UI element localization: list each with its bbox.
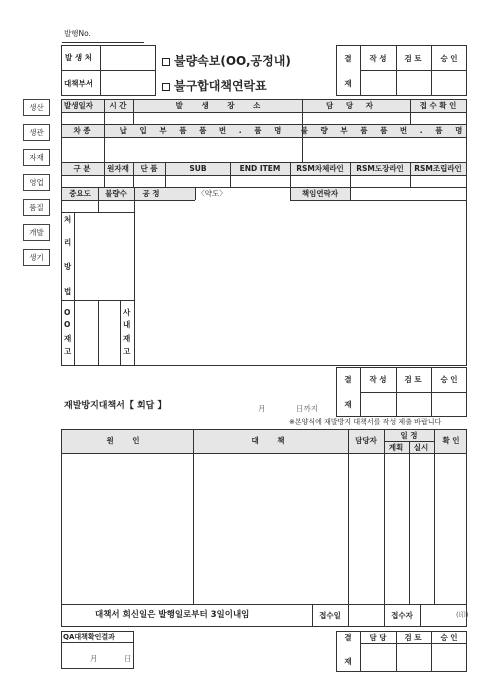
side-item-sales[interactable]: 영업 (23, 174, 50, 191)
reply-manager-field[interactable] (349, 454, 383, 603)
col-end-item: END ITEM (239, 164, 281, 173)
approval-sign-approve[interactable] (432, 644, 466, 671)
col-receipt-confirm: 접 수 확 인 (419, 101, 457, 110)
approval-label-bottom: 재 (344, 79, 352, 88)
col-reply-manager: 담당자 (355, 436, 377, 445)
defect-qty-field[interactable] (99, 201, 133, 211)
occurrence-date-field[interactable] (62, 113, 103, 123)
issuer-field[interactable] (101, 46, 155, 69)
approval-col-review: 검 토 (404, 633, 422, 642)
receiver-field[interactable] (421, 605, 455, 626)
receipt-confirm-field[interactable] (411, 113, 466, 123)
col-actual: 실시 (413, 443, 429, 452)
col-occurrence-place: 발 생 장 소 (175, 101, 269, 110)
oo-stock-field[interactable] (75, 301, 97, 365)
col-process: 공 정 (142, 189, 160, 198)
col-defect-qty: 불량수 (105, 189, 127, 198)
col-rsm-paint-line: RSM도장라인 (356, 164, 404, 173)
approval-col-approve: 승 인 (440, 633, 458, 642)
approval-sign-review[interactable] (397, 644, 430, 671)
issuer-label: 발 생 처 (65, 53, 92, 62)
approval-sign-review[interactable] (397, 393, 430, 416)
checkbox-icon[interactable] (162, 83, 170, 91)
col-responsible-contact: 책임연락자 (301, 189, 339, 198)
responsible-contact-field[interactable] (351, 188, 466, 199)
time-field[interactable] (105, 113, 132, 123)
approval-sign-approve[interactable] (432, 393, 466, 416)
option-nonconformity-notice[interactable]: 불구합대책연락표 (162, 77, 267, 94)
occurrence-place-field[interactable] (134, 113, 301, 123)
approval-sign-write[interactable] (361, 71, 395, 95)
measure-field[interactable] (194, 454, 347, 603)
col-single-part: 단 품 (140, 164, 158, 173)
col-category: 구 분 (73, 164, 91, 173)
in-house-stock-label: 사 내 재 고 (123, 308, 131, 356)
issue-no-underline (62, 42, 144, 43)
side-item-development[interactable]: 개발 (23, 224, 50, 241)
col-delivered-part: 납 입 부 품 품 번 . 품 명 (119, 126, 287, 135)
col-plan: 계획 (388, 443, 404, 452)
col-occurrence-date: 발생일자 (64, 101, 93, 110)
side-item-materials[interactable]: 자재 (23, 149, 50, 166)
approval-sign-approve[interactable] (432, 71, 466, 95)
process-method-field[interactable] (75, 213, 133, 299)
col-measure: 대 책 (251, 436, 293, 445)
approval-col-approve: 승 인 (440, 375, 458, 384)
receiver-label: 접수자 (391, 611, 413, 620)
reply-note: ※본양식에 재발방지 대책서를 작성 제출 바랍니다 (289, 418, 442, 426)
in-house-stock-field[interactable] (99, 301, 119, 365)
qa-result-title: QA대책확인결과 (63, 633, 115, 641)
reply-title: 재발방지대책서【 회답 】 (64, 401, 167, 411)
vehicle-type-field[interactable] (62, 138, 103, 161)
delivered-part-field[interactable] (105, 138, 301, 161)
cause-field[interactable] (62, 454, 192, 603)
defective-part-field[interactable] (303, 138, 466, 161)
col-vehicle-type: 차 종 (73, 126, 91, 135)
side-item-quality[interactable]: 품질 (23, 199, 50, 216)
col-schedule: 일 정 (400, 431, 418, 440)
reply-day-until: 日까지 (296, 404, 318, 413)
qa-result-field[interactable] (62, 643, 133, 668)
approval-sign-write[interactable] (361, 393, 395, 416)
col-manager: 담 당 자 (326, 101, 378, 110)
manager-field[interactable] (303, 113, 409, 123)
side-item-engineering[interactable]: 생기 (23, 249, 50, 266)
actual-field[interactable] (410, 454, 433, 603)
option-defect-bulletin[interactable]: 불량속보(OO,공정내) (162, 52, 291, 69)
deadline-notice: 대책서 회신일은 발행일로부터 3일이내임 (95, 610, 250, 620)
plan-field[interactable] (385, 454, 408, 603)
col-reply-confirm: 확 인 (442, 436, 460, 445)
col-rsm-assembly-line: RSM조립라인 (414, 164, 462, 173)
importance-field[interactable] (62, 201, 97, 211)
seal-mark: (印) (456, 611, 469, 619)
col-cause: 원 인 (106, 436, 148, 445)
sketch-area[interactable] (135, 201, 466, 365)
process-method-label: 처 리 방 법 (64, 215, 72, 296)
approval-col-charge: 담 당 (369, 633, 387, 642)
col-rsm-body-line: RSM차체라인 (296, 164, 344, 173)
approval-label-top: 결 (344, 633, 352, 642)
category-row-fields[interactable] (105, 176, 466, 186)
target-dept-field[interactable] (101, 71, 155, 95)
approval-label-top: 결 (344, 375, 352, 384)
col-sub: SUB (189, 164, 207, 173)
checkbox-icon[interactable] (162, 58, 170, 66)
approval-label-bottom: 재 (344, 400, 352, 409)
approval-col-review: 검 토 (404, 375, 422, 384)
approval-col-write: 작 성 (369, 54, 387, 63)
col-time: 시 간 (109, 101, 127, 110)
reply-confirm-field[interactable] (435, 454, 466, 603)
target-dept-label: 대책부서 (64, 79, 93, 88)
oo-stock-label: O O 재 고 (64, 308, 72, 356)
sketch-label: 〈약도〉 (197, 189, 227, 198)
approval-label-top: 결 (344, 54, 352, 63)
approval-col-write: 작 성 (369, 375, 387, 384)
approval-col-review: 검 토 (404, 54, 422, 63)
approval-sign-charge[interactable] (361, 644, 395, 671)
reply-month: 月 (258, 404, 266, 413)
approval-sign-review[interactable] (397, 71, 430, 95)
col-raw-material: 원자재 (107, 164, 129, 173)
col-importance: 중요도 (69, 189, 91, 198)
received-date-label: 접수일 (319, 611, 341, 620)
issue-no-label: 발행No. (64, 29, 91, 38)
side-item-production[interactable]: 생산 (23, 99, 50, 116)
approval-col-approve: 승 인 (440, 54, 458, 63)
side-item-production-control[interactable]: 생관 (23, 124, 50, 141)
received-date-field[interactable] (349, 605, 383, 626)
approval-label-bottom: 재 (344, 657, 352, 666)
qa-day: 日 (124, 654, 132, 663)
qa-month: 月 (90, 654, 98, 663)
col-defective-part: 불 량 부 품 품 번 . 품 명 (300, 126, 468, 135)
